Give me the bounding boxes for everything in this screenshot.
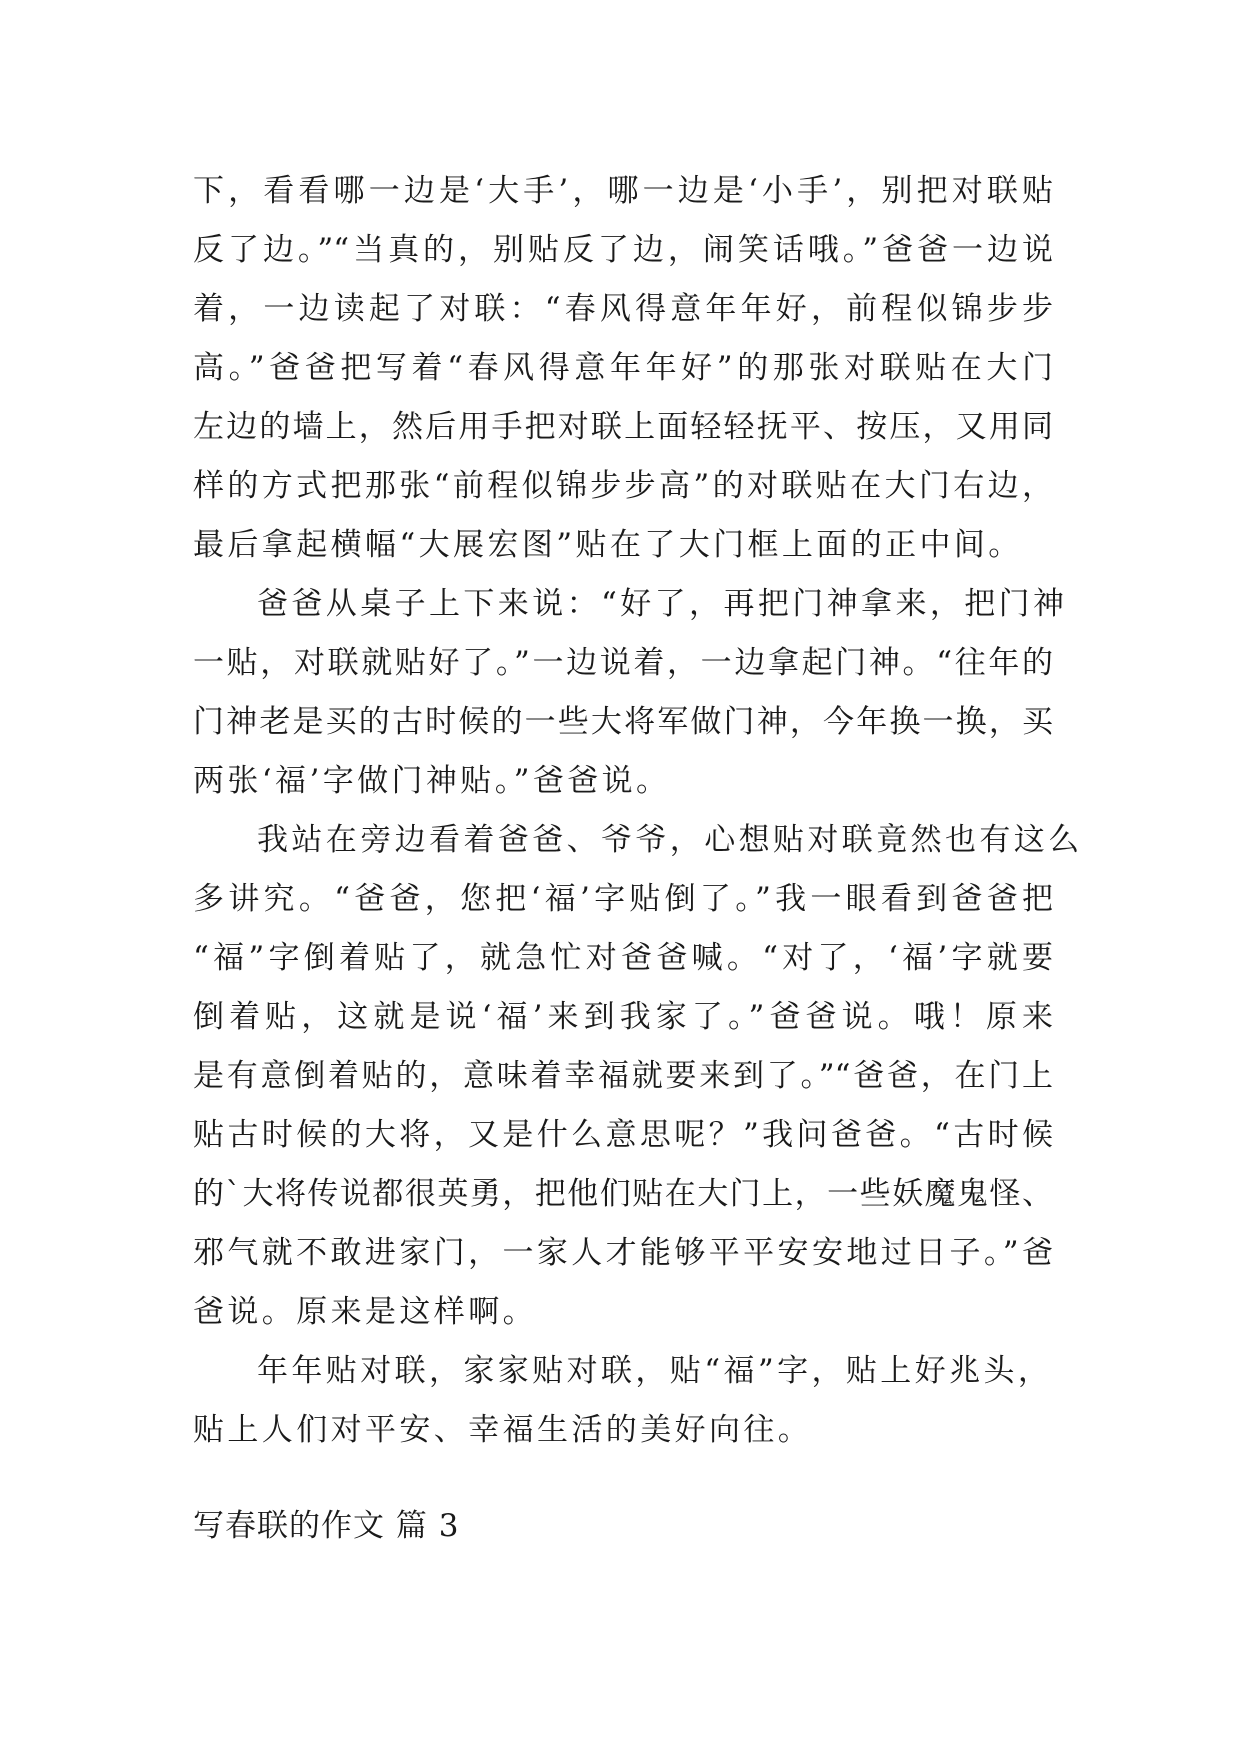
paragraph-line: 着，一边读起了对联：“春风得意年年好，前程似锦步步 <box>193 291 1053 327</box>
paragraph-line: 多讲究。“爸爸，您把‘福’字贴倒了。”我一眼看到爸爸把 <box>193 881 1053 917</box>
article-body <box>193 162 1083 1460</box>
paragraph-line: 左边的墙上，然后用手把对联上面轻轻抚平、按压，又用同 <box>193 409 1053 445</box>
paragraph-line: 贴古时候的大将，又是什么意思呢？”我问爸爸。“古时候 <box>193 1117 1053 1153</box>
paragraph-1 <box>193 162 1053 575</box>
paragraph-line: 高。”爸爸把写着“春风得意年年好”的那张对联贴在大门 <box>193 350 1053 386</box>
paragraph-line: 两张‘福’字做门神贴。”爸爸说。 <box>193 763 671 799</box>
paragraph-line: 年年贴对联，家家贴对联，贴“福”字，贴上好兆头， <box>257 1353 1053 1389</box>
paragraph-line: 邪气就不敢进家门，一家人才能够平平安安地过日子。”爸 <box>193 1235 1053 1271</box>
paragraph-line: 门神老是买的古时候的一些大将军做门神，今年换一换，买 <box>193 704 1053 740</box>
paragraph-line: 的`大将传说都很英勇，把他们贴在大门上，一些妖魔鬼怪、 <box>193 1176 1053 1212</box>
paragraph-2 <box>193 575 1068 811</box>
section-title: 写春联的作文 篇 3 <box>193 1508 460 1544</box>
paragraph-line: “福”字倒着贴了，就急忙对爸爸喊。“对了，‘福’字就要 <box>193 940 1053 976</box>
paragraph-line: 爸说。原来是这样啊。 <box>193 1294 537 1330</box>
paragraph-line: 贴上人们对平安、幸福生活的美好向往。 <box>193 1412 813 1448</box>
paragraph-line: 反了边。”“当真的，别贴反了边，闹笑话哦。”爸爸一边说 <box>193 232 1053 268</box>
paragraph-line: 最后拿起横幅“大展宏图”贴在了大门框上面的正中间。 <box>193 527 1023 563</box>
paragraph-line: 下，看看哪一边是‘大手’，哪一边是‘小手’，别把对联贴 <box>193 173 1053 209</box>
paragraph-line: 样的方式把那张“前程似锦步步高”的对联贴在大门右边， <box>193 468 1053 504</box>
paragraph-3 <box>193 811 1083 1342</box>
paragraph-line: 一贴，对联就贴好了。”一边说着，一边拿起门神。“往年的 <box>193 645 1053 681</box>
paragraph-line: 我站在旁边看着爸爸、爷爷，心想贴对联竟然也有这么 <box>257 822 1083 858</box>
paragraph-line: 爸爸从桌子上下来说：“好了，再把门神拿来，把门神 <box>257 586 1068 622</box>
paragraph-line: 是有意倒着贴的，意味着幸福就要来到了。”“爸爸，在门上 <box>193 1058 1053 1094</box>
paragraph-4 <box>193 1342 1053 1460</box>
paragraph-line: 倒着贴，这就是说‘福’来到我家了。”爸爸说。哦！原来 <box>193 999 1053 1035</box>
